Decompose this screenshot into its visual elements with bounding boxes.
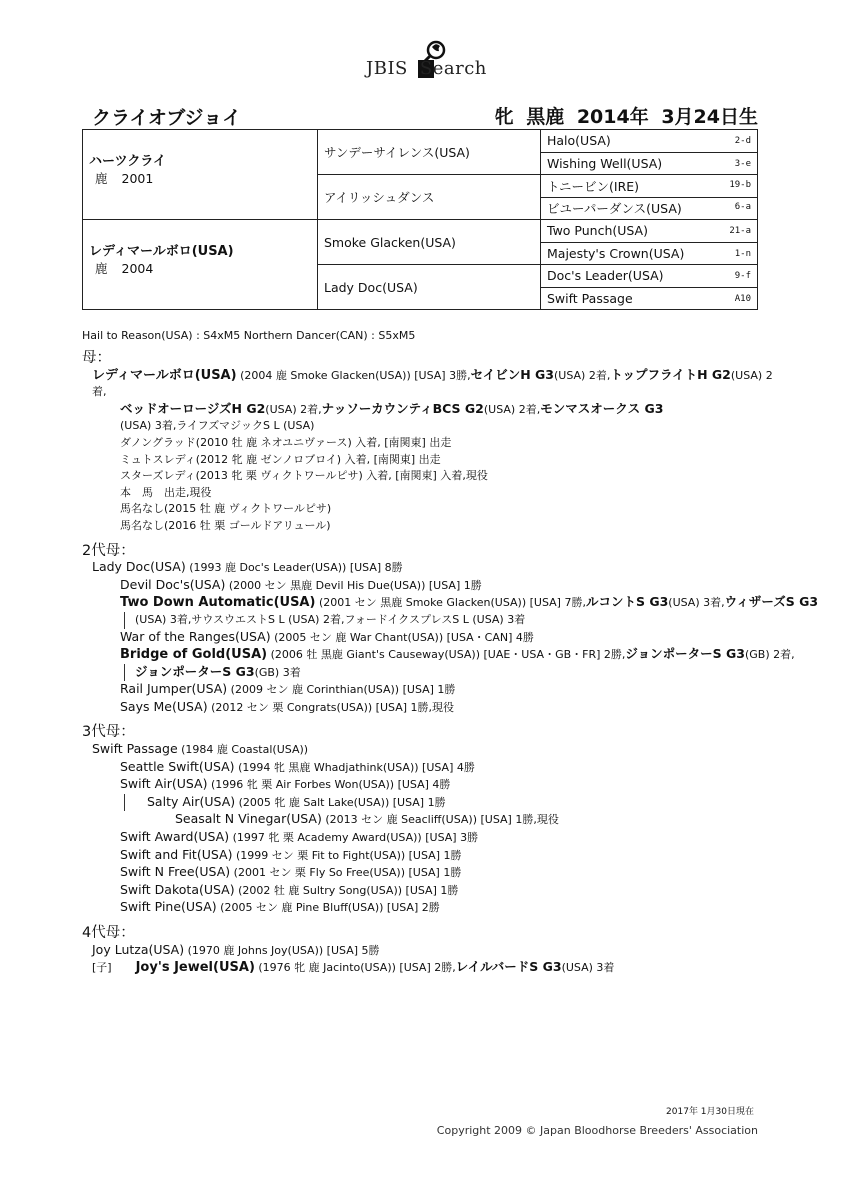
jbis-search-logo xyxy=(360,34,500,84)
list-item: Swift Pine(USA) (2005 セン 鹿 Pine Bluff(USA)) [USA] 2勝 xyxy=(120,899,440,915)
list-item-continued: ジョンポーターS G3(GB) 3着 xyxy=(124,664,782,682)
second-dam-entry: Lady Doc(USA) (1993 鹿 Doc's Leader(USA)) [USA] 8勝 xyxy=(92,559,403,575)
list-item-continued: (USA) 3着,サウスウエストS L (USA) 2着,フォードイクスプレスS L (USA) 3着 xyxy=(124,612,782,629)
as-of-date: 2017年 1月30日現在 xyxy=(666,1107,754,1117)
sire-year: 2001 xyxy=(121,171,154,186)
dam-name: レディマールボロ(USA) xyxy=(89,244,234,259)
pedigree-sire-sire: サンデーサイレンス(USA) xyxy=(318,130,541,175)
pedigree-g3-cell: Doc's Leader(USA) 9-f xyxy=(541,265,758,288)
pedigree-dam-sire: Smoke Glacken(USA) xyxy=(318,220,541,265)
list-item: Swift and Fit(USA) (1999 セン 栗 Fit to Fight(USA)) [USA] 1勝 xyxy=(120,846,462,862)
female-family xyxy=(82,350,819,977)
dam-entry: レディマールボロ(USA) (2004 鹿 Smoke Glacken(USA)) [USA] 3勝,セイビンH G3(USA) 2着,トップフライトH G2(USA) 2着, ベッドオーロージズH G2(USA) 2着,ナッソーカウンティBCS G2(USA) 2着,モンマスオークス G3 (USA) 3着,ライフズマジックS L (USA) xyxy=(92,366,773,433)
pedigree-sire-cell xyxy=(83,130,318,220)
list-item: Swift Dakota(USA) (2002 牡 鹿 Sultry Song(USA)) [USA] 1勝 xyxy=(120,881,459,897)
list-item: Says Me(USA) (2012 セン 栗 Congrats(USA)) [USA] 1勝,現役 xyxy=(120,698,454,714)
section-third-dam-heading: 3代母： xyxy=(82,724,135,741)
horse-info: 牝 黒鹿 2014年 3月24日生 xyxy=(494,106,758,128)
list-item: Two Down Automatic(USA) (2001 セン 黒鹿 Smoke Glacken(USA)) [USA] 7勝,ルコントS G3(USA) 3着,ウィザーズS G3 xyxy=(120,594,819,611)
sire-color: 鹿 xyxy=(95,171,108,186)
list-item: Swift Air(USA) (1996 牝 栗 Air Forbes Won(USA)) [USA] 4勝 xyxy=(120,776,451,792)
logo-text-left: JBIS xyxy=(366,58,408,79)
pedigree-dam-dam: Lady Doc(USA) xyxy=(318,265,541,310)
pedigree-sire-dam: アイリッシュダンス xyxy=(318,175,541,220)
list-item: 馬名なし(2015 牡 鹿 ヴィクトワールピサ) xyxy=(120,502,332,516)
logo-text-right: Search xyxy=(419,58,487,79)
sire-name: ハーツクライ xyxy=(89,154,166,169)
list-item: ミュトスレディ(2012 牝 鹿 ゼンノロブロイ) 入着, [南関東] 出走 xyxy=(120,452,441,466)
dam-color: 鹿 xyxy=(95,261,108,276)
inbreeding-note: Hail to Reason(USA) : S4xM5 Northern Dancer(CAN) : S5xM5 xyxy=(82,329,416,342)
list-item: Salty Air(USA) (2005 牝 鹿 Salt Lake(USA)) [USA] 1勝 xyxy=(124,794,782,812)
list-item: Devil Doc's(USA) (2000 セン 黒鹿 Devil His Due(USA)) [USA] 1勝 xyxy=(120,576,482,592)
list-item: Swift N Free(USA) (2001 セン 栗 Fly So Free(USA)) [USA] 1勝 xyxy=(120,864,462,880)
section-dam-heading: 母： xyxy=(82,350,111,366)
pedigree-g3-cell: トニービン(IRE) 19-b xyxy=(541,175,758,198)
pedigree-g3-cell: Swift Passage A10 xyxy=(541,287,758,310)
section-second-dam-heading: 2代母： xyxy=(82,542,135,559)
list-item: [子] Joy's Jewel(USA) (1976 牝 鹿 Jacinto(USA)) [USA] 2勝,レイルバードS G3(USA) 3着 xyxy=(92,959,615,976)
list-item: 馬名なし(2016 牡 栗 ゴールドアリュール) xyxy=(120,518,331,532)
list-item: ダノングラッド(2010 牡 鹿 ネオユニヴァース) 入着, [南関東] 出走 xyxy=(120,435,452,449)
pedigree-g3-cell: Wishing Well(USA) 3-e xyxy=(541,152,758,175)
pedigree-g3-cell: Two Punch(USA) 21-a xyxy=(541,220,758,243)
list-item: Seattle Swift(USA) (1994 牝 黒鹿 Whadjathink(USA)) [USA] 4勝 xyxy=(120,758,475,774)
list-item: Swift Award(USA) (1997 牝 栗 Academy Award(USA)) [USA] 3勝 xyxy=(120,829,479,845)
pedigree-g3-cell: ビユーパーダンス(USA) 6-a xyxy=(541,197,758,220)
section-fourth-dam-heading: 4代母： xyxy=(82,925,135,941)
list-item: Seasalt N Vinegar(USA) (2013 セン 鹿 Seacliff(USA)) [USA] 1勝,現役 xyxy=(175,811,559,827)
list-item: 本 馬 出走,現役 xyxy=(120,485,212,499)
list-item: スターズレディ(2013 牝 栗 ヴィクトワールピサ) 入着, [南関東] 入着,現役 xyxy=(120,469,488,483)
pedigree-table xyxy=(82,129,758,310)
horse-name: クライオブジョイ xyxy=(92,107,242,129)
dam-year: 2004 xyxy=(121,261,154,276)
fourth-dam-entry: Joy Lutza(USA) (1970 鹿 Johns Joy(USA)) [USA] 5勝 xyxy=(92,941,380,957)
list-item: War of the Ranges(USA) (2005 セン 鹿 War Chant(USA)) [USA・CAN] 4勝 xyxy=(120,628,534,644)
pedigree-dam-cell xyxy=(83,220,318,310)
copyright-notice: Copyright 2009 © Japan Bloodhorse Breeders' Association xyxy=(436,1124,758,1137)
pedigree-g3-cell: Halo(USA) 2-d xyxy=(541,130,758,153)
pedigree-g3-cell: Majesty's Crown(USA) 1-n xyxy=(541,242,758,265)
list-item: Rail Jumper(USA) (2009 セン 鹿 Corinthian(USA)) [USA] 1勝 xyxy=(120,681,456,697)
list-item: Bridge of Gold(USA) (2006 牡 黒鹿 Giant's Causeway(USA)) [UAE・USA・GB・FR] 2勝,ジョンポーターS G3(GB) 2着, xyxy=(120,646,795,663)
third-dam-entry: Swift Passage (1984 鹿 Coastal(USA)) xyxy=(92,741,309,757)
